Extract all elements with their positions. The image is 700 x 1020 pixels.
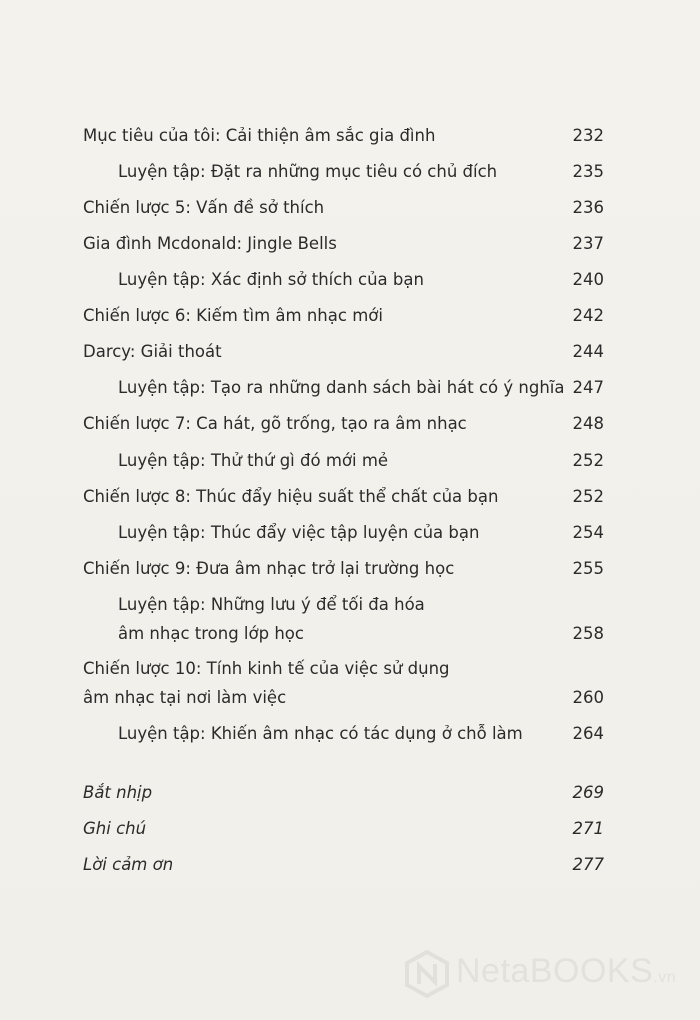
toc-entry-title: Chiến lược 8: Thúc đẩy hiệu suất thể chất của bạn: [83, 487, 499, 506]
toc-entry-page: 247: [572, 378, 604, 397]
toc-entry-page: 240: [572, 270, 604, 289]
toc-entry-title: âm nhạc tại nơi làm việc: [83, 688, 287, 707]
toc-entry-page: 235: [572, 162, 604, 181]
toc-entry-title: Chiến lược 10: Tính kinh tế của việc sử dụng: [83, 659, 450, 678]
toc-entry-title: Bắt nhịp: [83, 783, 153, 802]
toc-entry-page: 254: [572, 523, 604, 542]
toc-entry-title: Chiến lược 5: Vấn đề sở thích: [83, 198, 325, 217]
toc-entry-page: 258: [572, 624, 604, 643]
watermark-brand: NetaBOOKS: [456, 952, 654, 990]
toc-entry-page: 271: [572, 819, 604, 838]
toc-entry-title: Luyện tập: Thử thứ gì đó mới mẻ: [118, 451, 389, 470]
toc-entry-page: 264: [572, 724, 604, 743]
toc-entry-page: 255: [572, 559, 604, 578]
toc-entry-title: Gia đình Mcdonald: Jingle Bells: [83, 234, 337, 253]
toc-entry-title: Luyện tập: Thúc đẩy việc tập luyện của bạn: [118, 523, 480, 542]
toc-entry-page: 242: [572, 306, 604, 325]
toc-entry-page: 252: [572, 487, 604, 506]
toc-entry-title: Luyện tập: Khiến âm nhạc có tác dụng ở chỗ làm: [118, 724, 523, 743]
toc-entry-title: Luyện tập: Những lưu ý để tối đa hóa: [118, 595, 425, 614]
toc-entry-page: 248: [572, 414, 604, 433]
toc-entry-title: Chiến lược 6: Kiếm tìm âm nhạc mới: [83, 306, 383, 325]
toc-entry-title: Chiến lược 9: Đưa âm nhạc trở lại trường học: [83, 559, 455, 578]
toc-entry-page: 269: [572, 783, 604, 802]
toc-entry-page: 277: [572, 855, 604, 874]
toc-entry-title: Mục tiêu của tôi: Cải thiện âm sắc gia đình: [83, 126, 436, 145]
toc-entry-title: Lời cảm ơn: [83, 855, 174, 874]
netabooks-logo-icon: [404, 950, 450, 998]
watermark-suffix: .vn: [653, 969, 677, 986]
toc-entry-page: 237: [572, 234, 604, 253]
toc-entry-title: Luyện tập: Xác định sở thích của bạn: [118, 270, 424, 289]
toc-entry-title: Luyện tập: Đặt ra những mục tiêu có chủ đích: [118, 162, 498, 181]
toc-entry-page: 232: [572, 126, 604, 145]
toc-entry-title: Ghi chú: [83, 819, 147, 838]
watermark: [404, 950, 694, 998]
toc-entry-page: 260: [572, 688, 604, 707]
toc-entry-page: 244: [572, 342, 604, 361]
toc-entry-title: Luyện tập: Tạo ra những danh sách bài hát có ý nghĩa: [118, 378, 565, 397]
toc-entry-page: 252: [572, 451, 604, 470]
toc-entry-title: Chiến lược 7: Ca hát, gõ trống, tạo ra âm nhạc: [83, 414, 467, 433]
toc-entry-title: Darcy: Giải thoát: [83, 342, 222, 361]
watermark-text: [456, 952, 676, 991]
toc-entry-title: âm nhạc trong lớp học: [118, 624, 304, 643]
toc-entry-page: 236: [572, 198, 604, 217]
